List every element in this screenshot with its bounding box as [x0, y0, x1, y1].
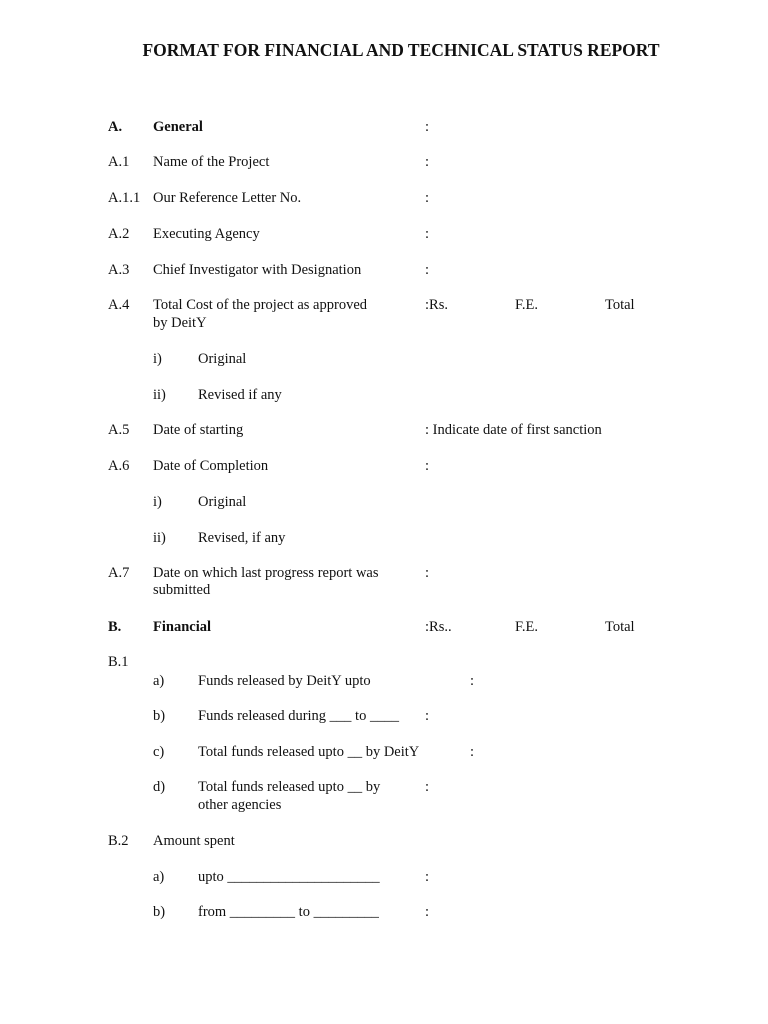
a2-colon: :: [425, 226, 430, 242]
a5-number: A.5: [108, 422, 130, 438]
a4-fe-header: F.E.: [515, 297, 539, 313]
a4-ii-number: ii): [153, 387, 166, 403]
b-fe-header: F.E.: [515, 619, 539, 635]
a6-i-label: Original: [198, 494, 247, 510]
b1-c-label: Total funds released upto __ by DeitY: [198, 744, 420, 760]
b1-b-label: Funds released during ___ to ____: [198, 708, 399, 724]
a7-colon: :: [425, 565, 430, 581]
b1-b-number: b): [153, 708, 166, 724]
b-total-header: Total: [605, 619, 635, 635]
a4-ii-label: Revised if any: [198, 387, 282, 403]
a1-number: A.1: [108, 154, 130, 170]
a6-label: Date of Completion: [153, 458, 269, 474]
a1-label: Name of the Project: [153, 154, 270, 170]
b2-a-colon: :: [425, 869, 430, 885]
b2-a-number: a): [153, 869, 165, 885]
a4-rs-header: :Rs.: [425, 297, 448, 313]
a6-i-number: i): [153, 494, 162, 510]
b1-c-colon: :: [470, 744, 475, 760]
b2-b-colon: :: [425, 904, 430, 920]
a3-colon: :: [425, 262, 430, 278]
a2-number: A.2: [108, 226, 130, 242]
a7-label-line1: Date on which last progress report was: [153, 565, 379, 581]
a5-value: : Indicate date of first sanction: [425, 422, 602, 438]
a11-label: Our Reference Letter No.: [153, 190, 302, 206]
b1-a-number: a): [153, 673, 165, 689]
a1-colon: :: [425, 154, 430, 170]
a4-total-header: Total: [605, 297, 635, 313]
b1-a-colon: :: [470, 673, 475, 689]
a6-colon: :: [425, 458, 430, 474]
b-rs-header: :Rs..: [425, 619, 452, 635]
a6-number: A.6: [108, 458, 130, 474]
b1-b-colon: :: [425, 708, 430, 724]
b2-b-label: from _________ to _________: [198, 904, 379, 920]
a5-label: Date of starting: [153, 422, 244, 438]
b1-d-colon: :: [425, 779, 430, 795]
b2-number: B.2: [108, 833, 129, 849]
a4-i-label: Original: [198, 351, 247, 367]
section-b-number: B.: [108, 619, 122, 635]
b2-label: Amount spent: [153, 833, 235, 849]
a4-i-number: i): [153, 351, 162, 367]
section-a-title: General: [153, 119, 203, 135]
b1-d-label-line2: other agencies: [198, 797, 282, 813]
a11-number: A.1.1: [108, 190, 141, 206]
b1-c-number: c): [153, 744, 165, 760]
section-a-number: A.: [108, 119, 123, 135]
a11-colon: :: [425, 190, 430, 206]
section-b-title: Financial: [153, 619, 212, 635]
b1-d-label-line1: Total funds released upto __ by: [198, 779, 381, 795]
a6-ii-number: ii): [153, 530, 166, 546]
a3-label: Chief Investigator with Designation: [153, 262, 362, 278]
a4-label-line1: Total Cost of the project as approved: [153, 297, 368, 313]
a4-number: A.4: [108, 297, 130, 313]
document-title: FORMAT FOR FINANCIAL AND TECHNICAL STATUS REPORT: [142, 40, 660, 60]
a6-ii-label: Revised, if any: [198, 530, 286, 546]
a4-label-line2: by DeitY: [153, 315, 207, 331]
b2-a-label: upto _____________________: [198, 869, 380, 885]
section-a-colon: :: [425, 119, 430, 135]
a3-number: A.3: [108, 262, 130, 278]
a7-label-line2: submitted: [153, 582, 211, 598]
b2-b-number: b): [153, 904, 166, 920]
a2-label: Executing Agency: [153, 226, 260, 242]
b1-d-number: d): [153, 779, 166, 795]
b1-number: B.1: [108, 654, 129, 670]
b1-a-label: Funds released by DeitY upto: [198, 673, 371, 689]
a7-number: A.7: [108, 565, 130, 581]
